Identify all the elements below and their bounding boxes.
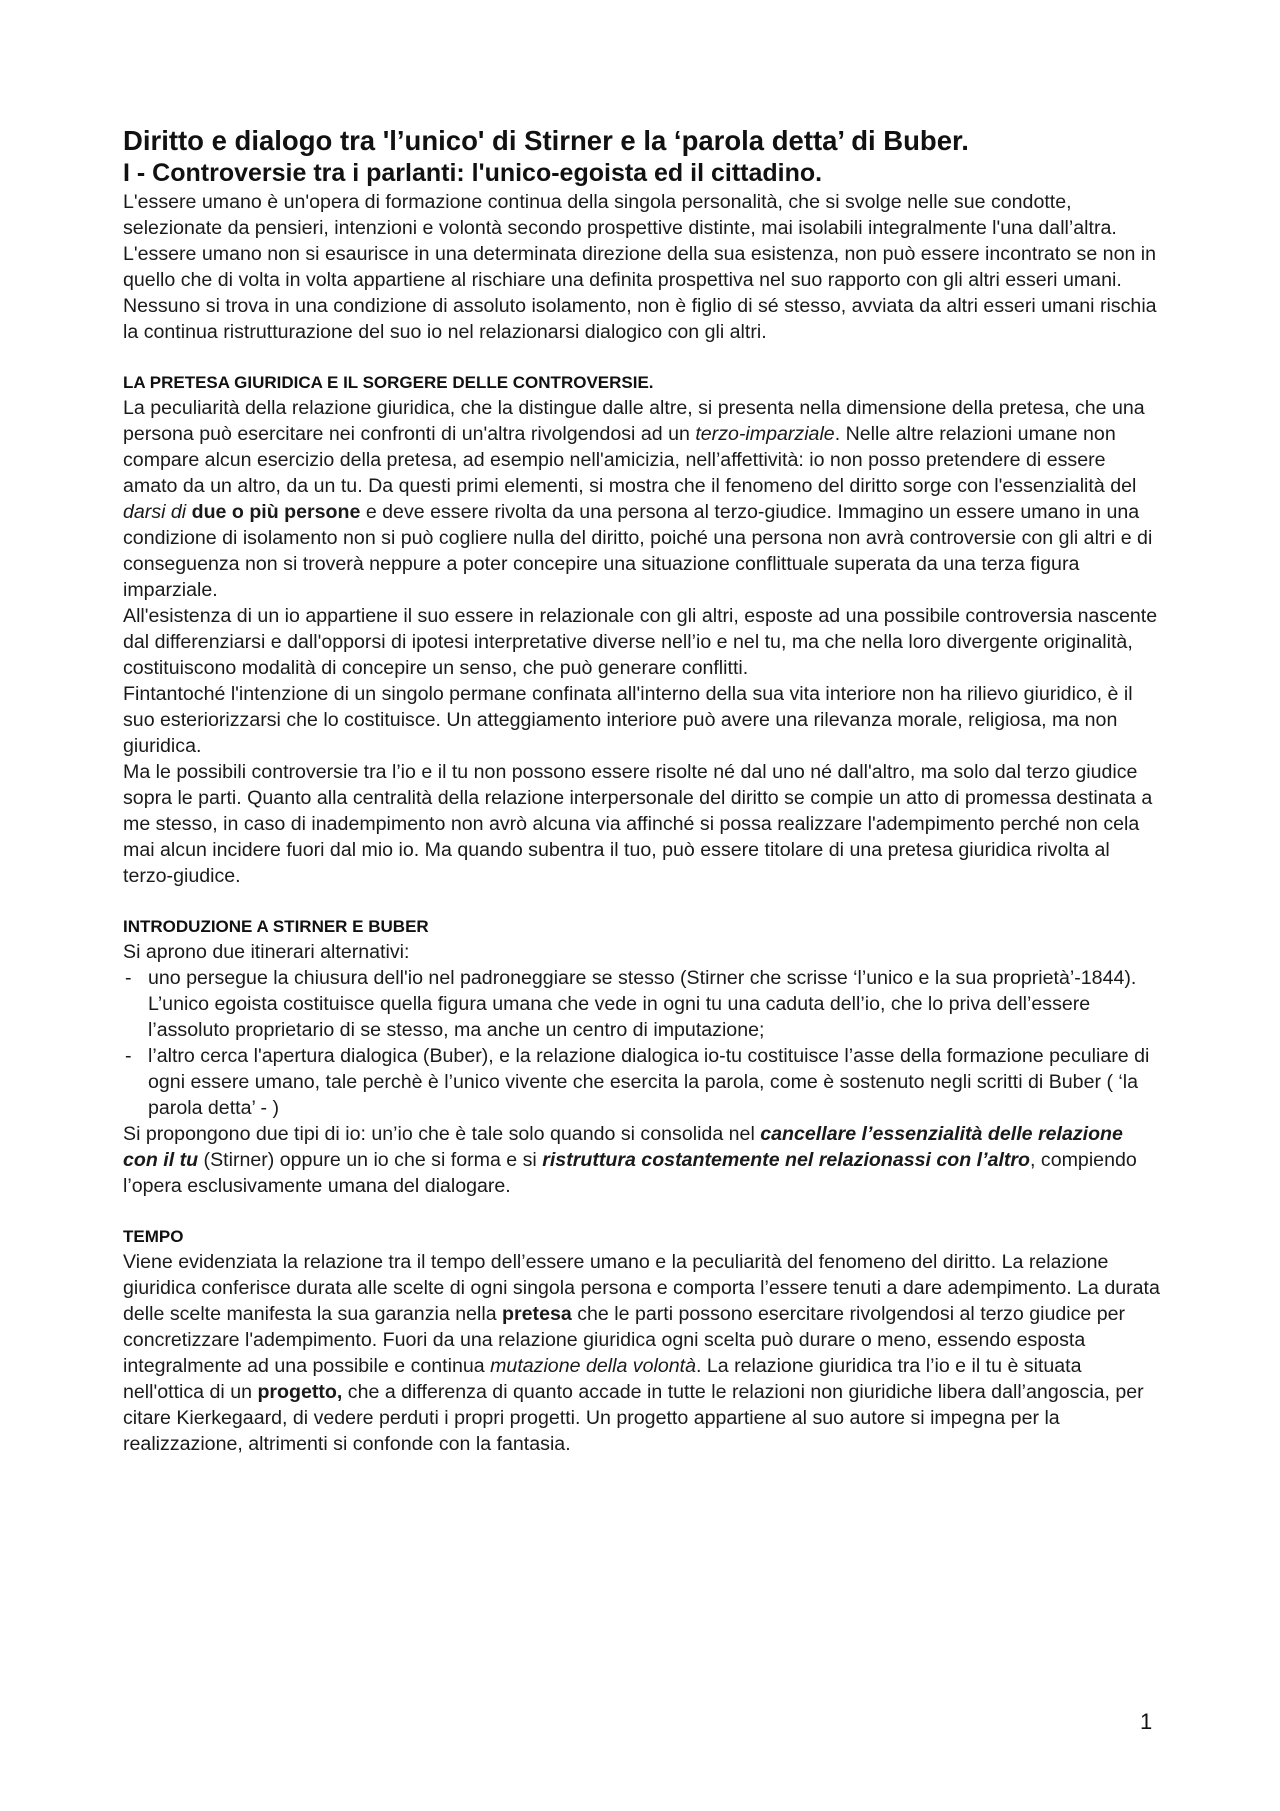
bold-text: pretesa	[502, 1303, 572, 1325]
text-run: (Stirner) oppure un io che si forma e si	[198, 1149, 543, 1171]
introduzione-lead: Si aprono due itinerari alternativi:	[123, 941, 410, 963]
section-heading-pretesa: LA PRETESA GIURIDICA E IL SORGERE DELLE CONTROVERSIE.	[123, 373, 654, 392]
spacer	[123, 889, 1163, 915]
document-subtitle: I - Controversie tra i parlanti: l'unico-egoista ed il cittadino.	[123, 159, 823, 187]
text-run: , compiendo l’opera esclusivamente umana del dialogare.	[123, 1149, 1137, 1197]
tempo-paragraph	[123, 1249, 1163, 1457]
italic-text: mutazione della volontà	[490, 1355, 696, 1377]
list-item: - uno persegue la chiusura dell'io nel padroneggiare se stesso (Stirner che scrisse ‘l’unico e la sua proprietà’-1844). L’unico egoista costituisce quella figura umana che vede in ogni tu una caduta dell’io, che lo priva dell’essere l’assoluto proprietario di se stesso, ma anche un centro di imputazione;	[123, 965, 1163, 1043]
bold-italic-text: ristruttura costantemente nel relazionassi con l’altro	[542, 1149, 1031, 1171]
introduzione-closing	[123, 1121, 1163, 1199]
text-run: . La relazione giuridica tra l’io e il tu è situata nell'ottica di un	[123, 1355, 1082, 1403]
pretesa-paragraph-2: All'esistenza di un io appartiene il suo essere in relazionale con gli altri, esposte ad una possibile controversia nascente dal differenziarsi e dall'opporsi di ipotesi interpretative diverse nell’io e nel tu, ma che nella loro divergente originalità, costituiscono modalità di concepire un senso, che può generare conflitti.	[123, 605, 1158, 679]
page-number: 1	[1140, 1709, 1153, 1734]
document-body	[123, 124, 1163, 1457]
text-run: Si propongono due tipi di io: un’io che è tale solo quando si consolida nel	[123, 1123, 761, 1145]
pretesa-paragraph-3: Fintantoché l'intenzione di un singolo permane confinata all'interno della sua vita interiore non ha rilievo giuridico, è il suo esteriorizzarsi che lo costituisce. Un atteggiamento interiore può avere una rilevanza morale, religiosa, ma non giuridica.	[123, 683, 1133, 757]
text-run: che le parti possono esercitare rivolgendosi al terzo giudice per concretizzare l'adempimento. Fuori da una relazione giuridica ogni scelta può durare o meno, essendo esposta integralmente ad una possibile e continua	[123, 1303, 1126, 1377]
pretesa-paragraph-4: Ma le possibili controversie tra l’io e il tu non possono essere risolte né dal uno né dall'altro, ma solo dal terzo giudice sopra le parti. Quanto alla centralità della relazione interpersonale del diritto se compie un atto di promessa destinata a me stesso, in caso di inadempimento non avrò alcuna via affinché si possa realizzare l'adempimento perché non cela mai alcun incidere fuori dal mio io. Ma quando subentra il tuo, può essere titolare di una pretesa giuridica rivolta al terzo-giudice.	[123, 761, 1153, 887]
text-run: che a differenza di quanto accade in tutte le relazioni non giuridiche libera dall’angoscia, per citare Kierkegaard, di vedere perduti i propri progetti. Un progetto appartiene al suo autore si impegna per la realizzazione, altrimenti si confonde con la fantasia.	[123, 1381, 1144, 1455]
section-heading-tempo: TEMPO	[123, 1227, 184, 1246]
pretesa-paragraph-1	[123, 395, 1163, 603]
bold-italic-text: cancellare l’essenzialità delle relazione con il tu	[123, 1123, 1123, 1171]
intro-paragraph: L'essere umano è un'opera di formazione continua della singola personalità, che si svolge nelle sue condotte, selezionate da pensieri, intenzioni e volontà secondo prospettive distinte, mai isolabili integralmente l'una dall’altra. L'essere umano non si esaurisce in una determinata direzione della sua esistenza, non può essere incontrato se non in quello che di volta in volta appartiene al rischiare una definita prospettiva nel suo rapporto con gli altri esseri umani. Nessuno si trova in una condizione di assoluto isolamento, non è figlio di sé stesso, avviata da altri esseri umani rischia la continua ristrutturazione del suo io nel relazionarsi dialogico con gli altri.	[123, 191, 1157, 343]
itinerari-list	[123, 965, 1163, 1121]
text-run: Viene evidenziata la relazione tra il tempo dell’essere umano e la peculiarità del fenomeno del diritto. La relazione giuridica conferisce durata alle scelte di ogni singola persona e comporta l’essere tenuti a dare adempimento. La durata delle scelte manifesta la sua garanzia nella	[123, 1251, 1160, 1325]
bold-text: due o più persone	[191, 501, 361, 523]
italic-text: darsi di	[123, 501, 187, 523]
list-item: - l’altro cerca l'apertura dialogica (Buber), e la relazione dialogica io-tu costituisce l’asse della formazione peculiare di ogni essere umano, tale perchè è l’unico vivente che esercita la parola, come è sostenuto negli scritti di Buber ( ‘la parola detta’ - )	[123, 1043, 1163, 1121]
spacer	[123, 1199, 1163, 1225]
text-run: . Nelle altre relazioni umane non compare alcun esercizio della pretesa, ad esempio nell'amicizia, nell’affettività: io non posso pretendere di essere amato da un altro, da un tu. Da questi primi elementi, si mostra che il fenomeno del diritto sorge con l'essenzialità del	[123, 423, 1137, 497]
section-heading-introduzione: INTRODUZIONE A STIRNER E BUBER	[123, 917, 429, 936]
text-run: La peculiarità della relazione giuridica, che la distingue dalle altre, si presenta nella dimensione della pretesa, che una persona può esercitare nei confronti di un'altra rivolgendosi ad un	[123, 397, 1145, 445]
text-run: e deve essere rivolta da una persona al terzo-giudice. Immagino un essere umano in una condizione di isolamento non si può cogliere nulla del diritto, poiché una persona non avrà controversie con gli altri e di conseguenza non si troverà neppure a poter concepire una situazione conflittuale superata da una terza figura imparziale.	[123, 501, 1153, 601]
spacer	[123, 345, 1163, 371]
bold-text: progetto,	[257, 1381, 343, 1403]
document-title: Diritto e dialogo tra 'l’unico' di Stirner e la ‘parola detta’ di Buber.	[123, 125, 969, 156]
italic-text: terzo-imparziale	[695, 423, 835, 445]
